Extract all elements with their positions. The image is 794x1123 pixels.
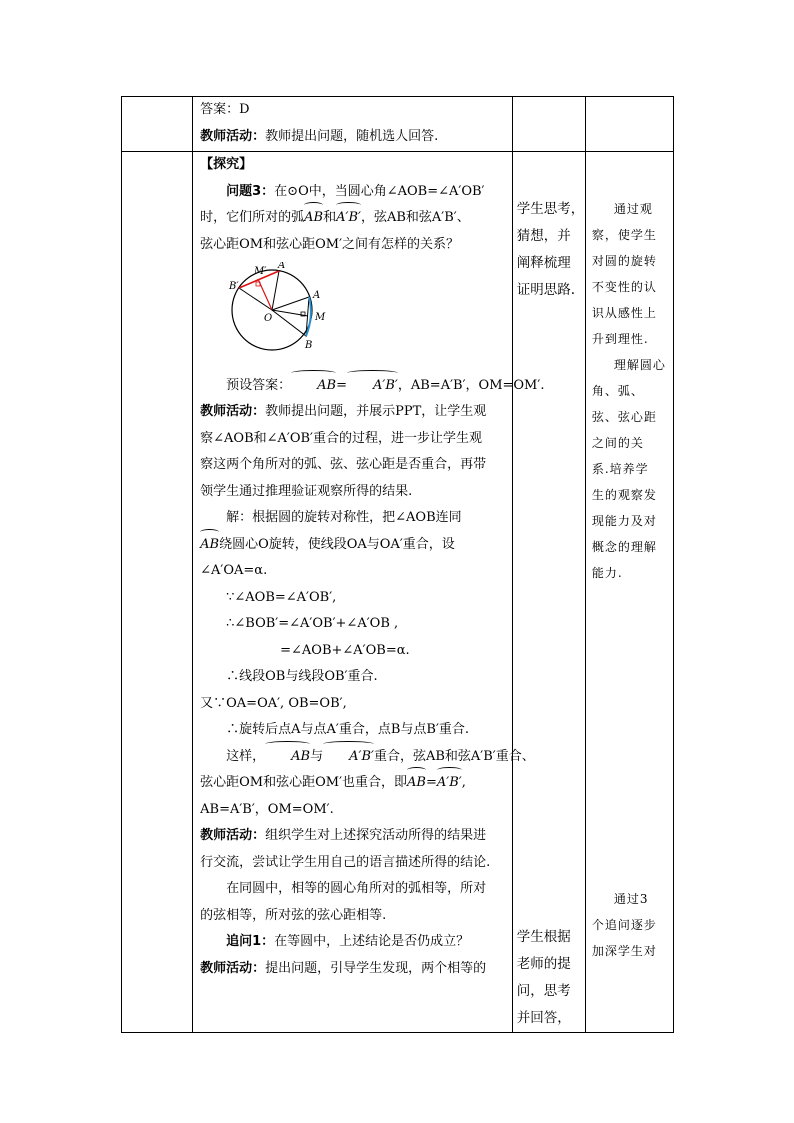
purpose-text: 察，使学生 xyxy=(591,228,657,242)
table-row xyxy=(122,152,674,1033)
stage-cell xyxy=(122,97,193,152)
student-cell xyxy=(512,152,585,1033)
purpose-text: 升到理性. xyxy=(591,332,649,346)
stage-cell xyxy=(122,152,193,1033)
proof-line: =∠AOB+∠A′OB=α. xyxy=(280,642,410,658)
purpose-cell xyxy=(585,97,673,152)
solution-line: AB绕圆心O旋转，使线段OA与OA′重合，设 xyxy=(200,532,506,559)
purpose-text: 概念的理解 xyxy=(591,540,657,554)
purpose-text: 生的观察发 xyxy=(591,488,657,502)
label-b-prime: B′ xyxy=(229,281,239,292)
purpose-text: 不变性的认 xyxy=(591,280,657,294)
purpose-text: 角、弧、 xyxy=(591,384,644,398)
solution-line: 解：根据圆的旋转对称性，把∠AOB连同 xyxy=(226,510,462,525)
student-text: 猜想，并 xyxy=(516,228,571,244)
label-o: O xyxy=(264,313,273,324)
student-text: 证明思路. xyxy=(516,282,575,298)
purpose-text: 识从感性上 xyxy=(591,306,657,320)
teacher-activity-line: 教师活动：教师提出问题，随机选人回答. xyxy=(200,128,439,144)
circle-diagram xyxy=(228,262,338,356)
teacher-activity-label: 教师活动： xyxy=(200,128,266,144)
conclusion-line: 的弦相等，所对弦的弦心距相等. xyxy=(200,907,387,923)
student-cell xyxy=(512,97,585,152)
student-text: 学生思考， xyxy=(516,201,585,217)
purpose-text: 能力. xyxy=(591,566,623,580)
label-m-prime: M′ xyxy=(254,266,267,277)
question-3-line1: 问题3：在⊙O中，当圆心角∠AOB=∠A′OB′ xyxy=(226,183,485,199)
teacher-activity-line: 察这两个角所对的弧、弦、弦心距是否重合，再带 xyxy=(200,457,487,472)
proof-line: 这样， AB与 A′B′重合，弦AB和弦A′B′重合、 xyxy=(200,744,506,771)
question-3-line3: 弦心距OM和弦心距OM′之间有怎样的关系？ xyxy=(200,236,460,252)
proof-line: ∵∠AOB=∠A′OB′, xyxy=(226,589,337,605)
purpose-text: 系.培养学 xyxy=(591,462,649,476)
purpose-text: 通过3 xyxy=(613,892,649,906)
teacher-activity-line: 教师活动：教师提出问题，并展示PPT，让学生观 xyxy=(200,404,487,419)
table-row xyxy=(122,97,674,152)
proof-line: AB=A′B′，OM=OM′. xyxy=(200,801,334,817)
label-m: M xyxy=(315,312,326,323)
purpose-text: 通过观 xyxy=(613,202,653,216)
student-text: 并回答， xyxy=(516,1010,571,1026)
proof-line: 弦心距OM和弦心距OM′也重合，即AB=A′B′, xyxy=(200,770,506,797)
follow-up-question: 追问1：在等圆中，上述结论是否仍成立？ xyxy=(226,934,470,949)
student-text: 问，思考 xyxy=(516,983,571,999)
purpose-text: 个追问逐步 xyxy=(591,918,657,932)
proof-line: ∴旋转后点A与点A′重合，点B与点B′重合. xyxy=(226,722,470,737)
student-text: 学生根据 xyxy=(516,929,571,945)
proof-line: 又∵OA=OA′, OB=OB′, xyxy=(200,695,347,711)
teacher-activity-line: 行交流，尝试让学生用自己的语言描述所得的结论. xyxy=(200,854,491,870)
purpose-text: 对圆的旋转 xyxy=(591,254,657,268)
answer-line: 答案：D xyxy=(200,102,250,117)
purpose-text: 弦、弦心距 xyxy=(591,410,657,424)
teacher-activity-line: 教师活动：提出问题，引导学生发现，两个相等的 xyxy=(200,960,487,976)
student-text: 老师的提 xyxy=(516,956,571,972)
label-b: B xyxy=(305,340,313,351)
label-a-prime: A′ xyxy=(278,262,288,271)
student-text: 阐释梳理 xyxy=(516,255,571,271)
conclusion-line: 在同圆中，相等的圆心角所对的弧相等，所对 xyxy=(226,881,487,896)
activity-cell xyxy=(193,97,513,152)
purpose-text: 理解圆心 xyxy=(613,358,666,372)
teacher-activity-line: 察∠AOB和∠A′OB′重合的过程，进一步让学生观 xyxy=(200,430,483,446)
purpose-text: 之间的关 xyxy=(591,436,644,450)
proof-line: ∴∠BOB′=∠A′OB′+∠A′OB , xyxy=(226,616,399,631)
lesson-plan-table xyxy=(121,96,674,1033)
proof-line: ∴线段OB与线段OB′重合. xyxy=(226,669,378,684)
purpose-cell xyxy=(585,152,673,1033)
question-3-line2: 时，它们所对的弧AB和A′B′，弦AB和弦A′B′、 xyxy=(200,205,506,232)
circle-figure xyxy=(228,262,506,367)
teacher-activity-line: 教师活动：组织学生对上述探究活动所得的结果进 xyxy=(200,828,487,843)
label-a: A xyxy=(313,290,321,301)
section-title: 【探究】 xyxy=(200,157,253,172)
purpose-text: 加深学生对 xyxy=(591,944,657,958)
preset-answer-line: 预设答案： AB= A′B′，AB=A′B′，OM=OM′. xyxy=(200,373,506,400)
purpose-text: 现能力及对 xyxy=(591,514,657,528)
solution-line: ∠A′OA=α. xyxy=(200,563,268,578)
teacher-activity-line: 领学生通过推理验证观察所得的结果. xyxy=(200,483,413,499)
